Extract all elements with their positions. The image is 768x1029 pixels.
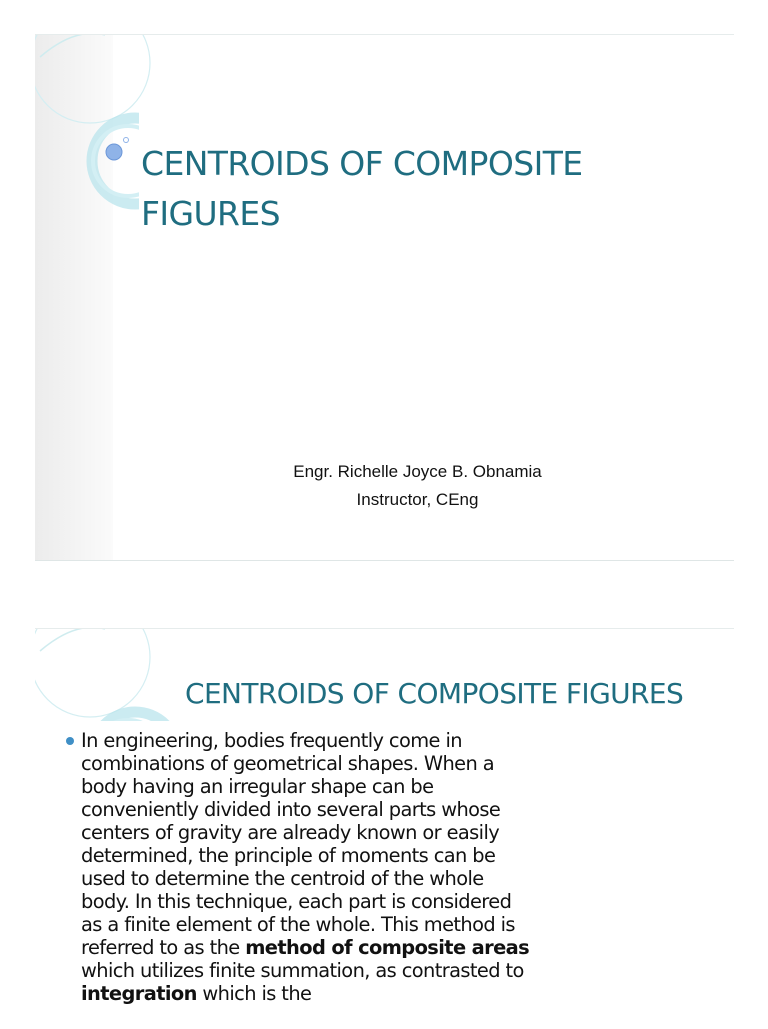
title-slide (35, 34, 734, 561)
bullet-icon (66, 737, 74, 745)
paragraph-text: which utilizes finite summation, as contrasted to (81, 959, 524, 982)
paragraph-emphasis: method of composite areas (245, 936, 530, 959)
paragraph-text: which is the (196, 982, 312, 1005)
body-paragraph (81, 729, 531, 1005)
paragraph-text: In engineering, bodies frequently come in combinations of geometrical shapes. When a body having an irregular shape can be conveniently divided into several parts whose centers of gravity are already known or easily determined, the principle of moments can be used to determine the centroid of the whole body. In this technique, each part is considered as a finite element of the whole. This method is referred to as the (81, 729, 515, 959)
author-name: Engr. Richelle Joyce B. Obnamia (293, 462, 542, 481)
slide-heading: CENTROIDS OF COMPOSITE FIGURES (185, 677, 684, 710)
paragraph-emphasis: integration (81, 982, 197, 1005)
content-slide (35, 628, 734, 1029)
author-role: Instructor, CEng (356, 490, 479, 509)
slide-title: CENTROIDS OF COMPOSITE FIGURES (141, 144, 583, 233)
